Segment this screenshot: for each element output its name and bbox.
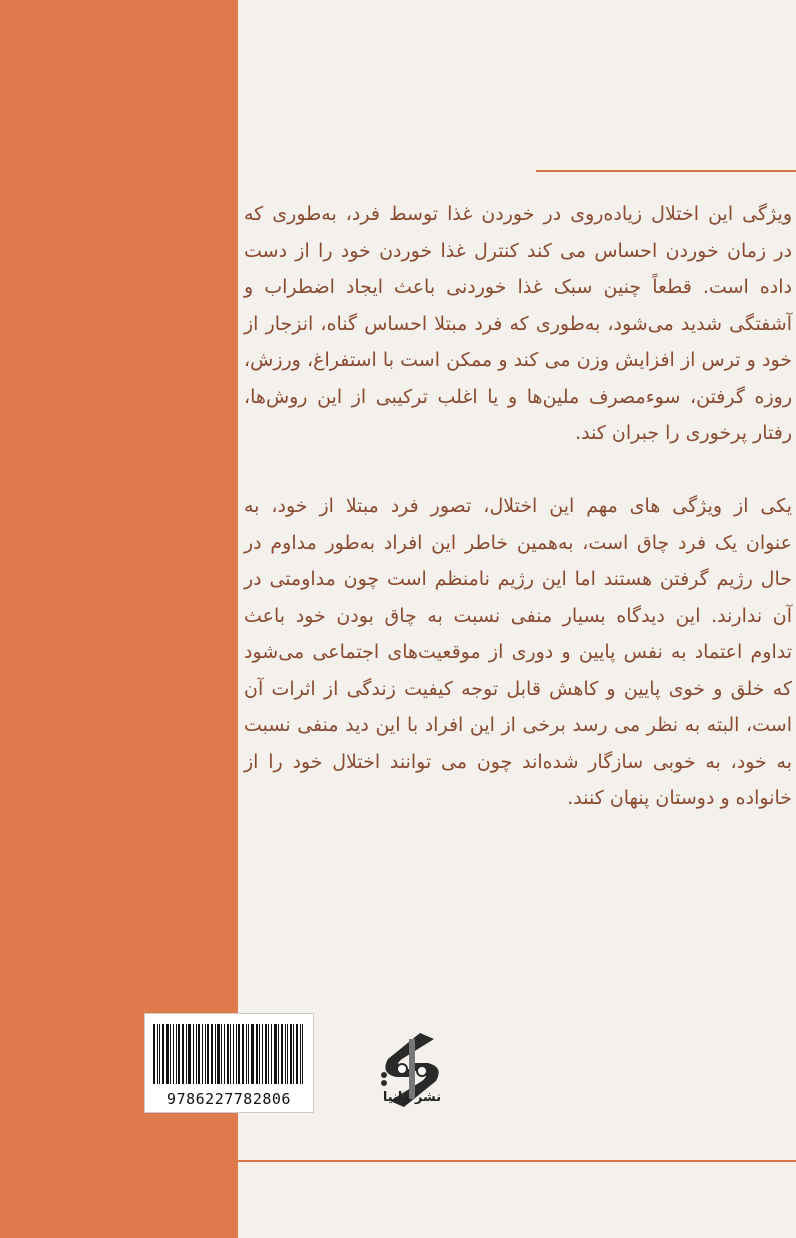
bottom-divider xyxy=(238,1160,796,1162)
barcode-bar xyxy=(176,1024,177,1084)
barcode-bar xyxy=(159,1024,160,1084)
barcode-bar xyxy=(293,1024,294,1084)
text-line: تداوم اعتماد به نفس پایین و دوری از موقعیت‌های اجتماعی می‌شود xyxy=(244,641,792,663)
isbn-number: 9786227782806 xyxy=(167,1090,291,1108)
barcode-bar xyxy=(236,1024,237,1084)
barcode-bar xyxy=(296,1024,298,1084)
barcode-bars xyxy=(153,1024,305,1084)
barcode-bar xyxy=(215,1024,216,1084)
barcode-bar xyxy=(290,1024,292,1084)
barcode-bar xyxy=(271,1024,272,1084)
text-line: روزه گرفتن، سوءمصرف ملین‌ها و یا اغلب ترکیبی از این روش‌ها، xyxy=(244,385,792,408)
blurb-paragraph-1 xyxy=(244,196,792,452)
top-divider xyxy=(536,170,796,172)
barcode-bar xyxy=(182,1024,184,1084)
barcode-bar xyxy=(246,1024,247,1084)
barcode-bar xyxy=(242,1024,244,1084)
blurb-paragraph-2 xyxy=(244,488,792,817)
barcode-bar xyxy=(170,1024,171,1084)
text-line: یکی از ویژگی های مهم این اختلال، تصور فرد مبتلا از خود، به xyxy=(244,495,792,517)
barcode-bar xyxy=(157,1024,158,1084)
barcode-bar xyxy=(262,1024,263,1084)
barcode-bar xyxy=(173,1024,174,1084)
barcode-bar xyxy=(198,1024,200,1084)
text-line: رفتار پرخوری را جبران کند. xyxy=(575,422,792,444)
text-line: خانواده و دوستان پنهان کنند. xyxy=(567,787,792,809)
barcode-bar xyxy=(224,1024,225,1084)
text-line: در زمان خوردن احساس می کند کنترل غذا خوردن خود را از دست xyxy=(244,239,792,262)
barcode-bar xyxy=(302,1024,303,1084)
isbn-barcode xyxy=(144,1013,314,1113)
barcode-bar xyxy=(153,1024,155,1084)
barcode-bar xyxy=(233,1024,234,1084)
barcode-bar xyxy=(178,1024,180,1084)
barcode-bar xyxy=(188,1024,191,1084)
text-line: است، البته به نظر می رسد برخی از این افراد با این دید منفی نسبت xyxy=(244,714,792,736)
barcode-bar xyxy=(238,1024,240,1084)
barcode-bar xyxy=(227,1024,229,1084)
barcode-bar xyxy=(196,1024,197,1084)
barcode-bar xyxy=(202,1024,203,1084)
barcode-bar xyxy=(166,1024,169,1084)
barcode-bar xyxy=(259,1024,260,1084)
barcode-bar xyxy=(256,1024,258,1084)
barcode-bar xyxy=(278,1024,279,1084)
barcode-bar xyxy=(300,1024,301,1084)
barcode-bar xyxy=(207,1024,209,1084)
publisher-name: نشر وانیا xyxy=(382,1090,442,1105)
barcode-bar xyxy=(251,1024,254,1084)
barcode-bar xyxy=(285,1024,286,1084)
text-line: آن ندارند. این دیدگاه بسیار منفی نسبت به چاق بودن خود باعث xyxy=(244,604,792,627)
text-line: عنوان یک فرد چاق است، به‌همین خاطر این افراد به‌طور مداوم در xyxy=(244,531,792,554)
text-line: ویژگی این اختلال زیاده‌روی در خوردن غذا توسط فرد، به‌طوری که xyxy=(244,203,792,225)
barcode-bar xyxy=(281,1024,283,1084)
barcode-bar xyxy=(162,1024,164,1084)
barcode-bar xyxy=(268,1024,269,1084)
text-line: که خلق و خوی پایین و کاهش قابل توجه کیفیت زندگی از اثرات آن xyxy=(244,677,792,700)
barcode-bar xyxy=(248,1024,249,1084)
barcode-bar xyxy=(217,1024,220,1084)
barcode-bar xyxy=(205,1024,206,1084)
barcode-bar xyxy=(265,1024,267,1084)
text-line: داده است. قطعاً چنین سبک غذا خوردنی باعث ایجاد اضطراب و xyxy=(244,276,792,298)
text-line: به خود، به خوبی سازگار شده‌اند چون می توانند اختلال خود را از xyxy=(244,750,792,773)
barcode-bar xyxy=(193,1024,194,1084)
text-line: آشفتگی شدید می‌شود، به‌طوری که فرد مبتلا احساس گناه، انزجار از xyxy=(244,312,792,335)
barcode-bar xyxy=(230,1024,231,1084)
text-line: حال رژیم گرفتن هستند اما این رژیم نامنظم است چون مداومتی در xyxy=(244,568,792,590)
text-line: خود و ترس از افزایش وزن می کند و ممکن است با استفراغ، ورزش، xyxy=(244,349,792,371)
barcode-bar xyxy=(287,1024,288,1084)
barcode-bar xyxy=(211,1024,213,1084)
barcode-bar xyxy=(221,1024,222,1084)
barcode-bar xyxy=(274,1024,277,1084)
barcode-bar xyxy=(186,1024,187,1084)
